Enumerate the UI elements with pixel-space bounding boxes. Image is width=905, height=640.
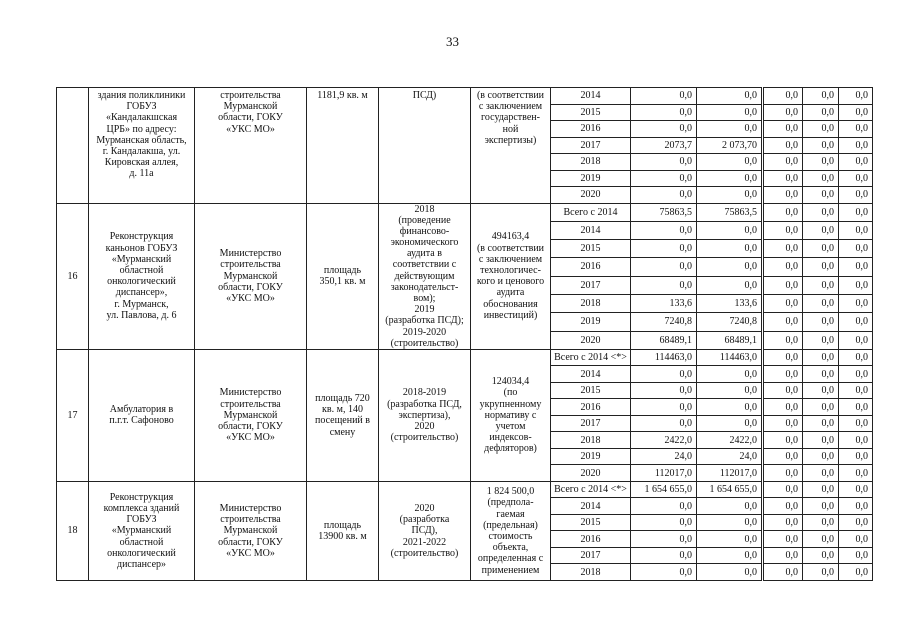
value-cell: 0,0 xyxy=(839,448,873,465)
year-cell: 2016 xyxy=(551,121,631,138)
value-cell: 112017,0 xyxy=(697,465,763,482)
customer-cell: Министерство строительства Мурманской области, ГОКУ «УКС МО» xyxy=(195,203,307,349)
object-number-cell: 18 xyxy=(57,481,89,580)
value-cell: 0,0 xyxy=(803,221,839,239)
value-cell: 2422,0 xyxy=(631,432,697,449)
value-cell: 24,0 xyxy=(631,448,697,465)
value-cell: 0,0 xyxy=(803,399,839,416)
value-cell: 0,0 xyxy=(803,382,839,399)
value-cell: 0,0 xyxy=(763,415,803,432)
value-cell: 0,0 xyxy=(763,564,803,581)
value-cell: 0,0 xyxy=(763,448,803,465)
value-cell: 0,0 xyxy=(839,276,873,294)
capacity-cell: площадь 720 кв. м, 140 посещений в смену xyxy=(307,349,379,481)
year-cell: 2018 xyxy=(551,564,631,581)
value-cell: 0,0 xyxy=(763,547,803,564)
year-cell: 2018 xyxy=(551,432,631,449)
investment-objects-table xyxy=(56,87,873,581)
object-number-cell: 17 xyxy=(57,349,89,481)
period-cell: 2018 (проведение финансово- экономического аудита в соответствии с действующим законодательст- вом); 2019 (разработка ПСД); 2019-2020 (строительство) xyxy=(379,203,471,349)
value-cell: 0,0 xyxy=(803,258,839,276)
value-cell: 0,0 xyxy=(763,465,803,482)
year-cell: 2017 xyxy=(551,415,631,432)
value-cell: 0,0 xyxy=(631,276,697,294)
year-cell: 2020 xyxy=(551,331,631,349)
year-cell: 2014 xyxy=(551,88,631,105)
value-cell: 0,0 xyxy=(839,432,873,449)
value-cell: 0,0 xyxy=(803,276,839,294)
value-cell: 0,0 xyxy=(803,88,839,105)
estimated-cost-cell: 1 824 500,0 (предпола- гаемая (предельная) стоимость объекта, определенная с применением xyxy=(471,481,551,580)
value-cell: 0,0 xyxy=(763,366,803,383)
value-cell: 0,0 xyxy=(697,399,763,416)
value-cell: 0,0 xyxy=(763,104,803,121)
year-cell: 2014 xyxy=(551,221,631,239)
value-cell: 0,0 xyxy=(697,240,763,258)
value-cell: 0,0 xyxy=(839,415,873,432)
year-cell: 2019 xyxy=(551,448,631,465)
value-cell: 0,0 xyxy=(803,547,839,564)
value-cell: 0,0 xyxy=(839,137,873,154)
value-cell: 0,0 xyxy=(697,154,763,171)
value-cell: 0,0 xyxy=(631,258,697,276)
value-cell: 0,0 xyxy=(763,531,803,548)
year-cell: 2018 xyxy=(551,294,631,312)
value-cell: 0,0 xyxy=(763,137,803,154)
year-cell: 2015 xyxy=(551,514,631,531)
object-name-cell: Реконструкция комплекса зданий ГОБУЗ «Мурманский областной онкологический диспансер» xyxy=(89,481,195,580)
customer-cell: Министерство строительства Мурманской области, ГОКУ «УКС МО» xyxy=(195,349,307,481)
value-cell: 2073,7 xyxy=(631,137,697,154)
year-cell: 2016 xyxy=(551,531,631,548)
value-cell: 0,0 xyxy=(803,349,839,366)
value-cell: 0,0 xyxy=(763,514,803,531)
value-cell: 0,0 xyxy=(803,514,839,531)
value-cell: 0,0 xyxy=(839,154,873,171)
value-cell: 0,0 xyxy=(803,531,839,548)
value-cell: 0,0 xyxy=(803,294,839,312)
estimated-cost-cell: 124034,4 (по укрупненному нормативу с учетом индексов- дефляторов) xyxy=(471,349,551,481)
value-cell: 133,6 xyxy=(697,294,763,312)
value-cell: 0,0 xyxy=(631,221,697,239)
year-cell: 2015 xyxy=(551,240,631,258)
value-cell: 0,0 xyxy=(803,154,839,171)
value-cell: 0,0 xyxy=(697,258,763,276)
table-row xyxy=(57,349,873,366)
value-cell: 0,0 xyxy=(697,382,763,399)
value-cell: 0,0 xyxy=(803,313,839,331)
value-cell: 0,0 xyxy=(839,221,873,239)
value-cell: 0,0 xyxy=(839,331,873,349)
table-body xyxy=(57,88,873,581)
year-cell: 2017 xyxy=(551,137,631,154)
value-cell: 0,0 xyxy=(763,88,803,105)
value-cell: 0,0 xyxy=(697,514,763,531)
capacity-cell: 1181,9 кв. м xyxy=(307,88,379,204)
value-cell: 0,0 xyxy=(631,187,697,204)
object-number-cell: 16 xyxy=(57,203,89,349)
value-cell: 0,0 xyxy=(631,514,697,531)
value-cell: 0,0 xyxy=(763,187,803,204)
value-cell: 0,0 xyxy=(839,258,873,276)
value-cell: 0,0 xyxy=(803,121,839,138)
value-cell: 0,0 xyxy=(631,366,697,383)
value-cell: 0,0 xyxy=(697,498,763,515)
value-cell: 0,0 xyxy=(763,481,803,498)
value-cell: 0,0 xyxy=(803,498,839,515)
value-cell: 0,0 xyxy=(697,221,763,239)
value-cell: 0,0 xyxy=(631,498,697,515)
value-cell: 0,0 xyxy=(803,415,839,432)
value-cell: 0,0 xyxy=(839,203,873,221)
value-cell: 0,0 xyxy=(631,382,697,399)
value-cell: 0,0 xyxy=(763,349,803,366)
value-cell: 0,0 xyxy=(839,547,873,564)
value-cell: 0,0 xyxy=(763,382,803,399)
value-cell: 0,0 xyxy=(839,349,873,366)
value-cell: 0,0 xyxy=(763,170,803,187)
value-cell: 0,0 xyxy=(839,88,873,105)
year-cell: 2015 xyxy=(551,382,631,399)
value-cell: 0,0 xyxy=(839,294,873,312)
value-cell: 0,0 xyxy=(631,531,697,548)
value-cell: 0,0 xyxy=(839,170,873,187)
customer-cell: строительства Мурманской области, ГОКУ «УКС МО» xyxy=(195,88,307,204)
value-cell: 0,0 xyxy=(697,564,763,581)
value-cell: 0,0 xyxy=(697,366,763,383)
object-name-cell: Амбулатория в п.г.т. Сафоново xyxy=(89,349,195,481)
year-cell: 2016 xyxy=(551,258,631,276)
value-cell: 0,0 xyxy=(631,399,697,416)
period-cell: 2018-2019 (разработка ПСД, экспертиза), 2020 (строительство) xyxy=(379,349,471,481)
value-cell: 0,0 xyxy=(803,170,839,187)
value-cell: 0,0 xyxy=(631,547,697,564)
value-cell: 0,0 xyxy=(803,331,839,349)
value-cell: 0,0 xyxy=(631,415,697,432)
table-row xyxy=(57,481,873,498)
period-cell: ПСД) xyxy=(379,88,471,204)
value-cell: 0,0 xyxy=(839,564,873,581)
value-cell: 0,0 xyxy=(803,104,839,121)
object-name-cell: здания поликлиники ГОБУЗ «Кандалакшская ЦРБ» по адресу: Мурманская область, г. Кандалакша, ул. Кировская аллея, д. 11а xyxy=(89,88,195,204)
object-name-cell: Реконструкция каньонов ГОБУЗ «Мурманский областной онкологический диспансер», г. Мурманск, ул. Павлова, д. 6 xyxy=(89,203,195,349)
year-cell: 2020 xyxy=(551,465,631,482)
value-cell: 0,0 xyxy=(763,221,803,239)
value-cell: 0,0 xyxy=(697,276,763,294)
value-cell: 133,6 xyxy=(631,294,697,312)
value-cell: 114463,0 xyxy=(631,349,697,366)
value-cell: 0,0 xyxy=(839,240,873,258)
value-cell: 24,0 xyxy=(697,448,763,465)
value-cell: 0,0 xyxy=(803,137,839,154)
value-cell: 0,0 xyxy=(763,294,803,312)
value-cell: 0,0 xyxy=(839,366,873,383)
year-cell: Всего с 2014 <*> xyxy=(551,481,631,498)
value-cell: 0,0 xyxy=(631,170,697,187)
year-cell: 2019 xyxy=(551,170,631,187)
value-cell: 1 654 655,0 xyxy=(631,481,697,498)
value-cell: 0,0 xyxy=(763,154,803,171)
capacity-cell: площадь 13900 кв. м xyxy=(307,481,379,580)
value-cell: 0,0 xyxy=(763,399,803,416)
value-cell: 0,0 xyxy=(839,514,873,531)
value-cell: 0,0 xyxy=(697,121,763,138)
customer-cell: Министерство строительства Мурманской области, ГОКУ «УКС МО» xyxy=(195,481,307,580)
page-number: 33 xyxy=(446,34,459,49)
year-cell: 2019 xyxy=(551,313,631,331)
value-cell: 0,0 xyxy=(839,481,873,498)
value-cell: 75863,5 xyxy=(697,203,763,221)
value-cell: 0,0 xyxy=(697,547,763,564)
year-cell: 2020 xyxy=(551,187,631,204)
year-cell: 2014 xyxy=(551,498,631,515)
value-cell: 0,0 xyxy=(763,331,803,349)
value-cell: 0,0 xyxy=(803,432,839,449)
value-cell: 0,0 xyxy=(697,187,763,204)
year-cell: 2015 xyxy=(551,104,631,121)
value-cell: 7240,8 xyxy=(631,313,697,331)
value-cell: 0,0 xyxy=(763,276,803,294)
value-cell: 0,0 xyxy=(763,313,803,331)
value-cell: 0,0 xyxy=(631,564,697,581)
value-cell: 0,0 xyxy=(631,104,697,121)
value-cell: 0,0 xyxy=(697,170,763,187)
value-cell: 0,0 xyxy=(763,240,803,258)
value-cell: 112017,0 xyxy=(631,465,697,482)
year-cell: 2014 xyxy=(551,366,631,383)
value-cell: 0,0 xyxy=(803,203,839,221)
value-cell: 0,0 xyxy=(803,187,839,204)
year-cell: Всего с 2014 <*> xyxy=(551,349,631,366)
value-cell: 2 073,70 xyxy=(697,137,763,154)
value-cell: 0,0 xyxy=(839,465,873,482)
value-cell: 0,0 xyxy=(839,313,873,331)
value-cell: 0,0 xyxy=(631,154,697,171)
value-cell: 0,0 xyxy=(803,448,839,465)
value-cell: 0,0 xyxy=(697,104,763,121)
table-row xyxy=(57,88,873,105)
value-cell: 0,0 xyxy=(631,88,697,105)
year-cell: 2017 xyxy=(551,547,631,564)
value-cell: 0,0 xyxy=(763,258,803,276)
value-cell: 68489,1 xyxy=(631,331,697,349)
value-cell: 2422,0 xyxy=(697,432,763,449)
value-cell: 0,0 xyxy=(697,415,763,432)
estimated-cost-cell: 494163,4 (в соответствии с заключением технологичес- кого и ценового аудита обоснования инвестиций) xyxy=(471,203,551,349)
value-cell: 0,0 xyxy=(839,104,873,121)
value-cell: 0,0 xyxy=(803,481,839,498)
value-cell: 0,0 xyxy=(803,564,839,581)
capacity-cell: площадь 350,1 кв. м xyxy=(307,203,379,349)
value-cell: 0,0 xyxy=(839,531,873,548)
value-cell: 0,0 xyxy=(763,203,803,221)
value-cell: 0,0 xyxy=(839,498,873,515)
value-cell: 1 654 655,0 xyxy=(697,481,763,498)
year-cell: 2017 xyxy=(551,276,631,294)
value-cell: 0,0 xyxy=(631,240,697,258)
object-number-cell xyxy=(57,88,89,204)
value-cell: 0,0 xyxy=(803,240,839,258)
table-row xyxy=(57,203,873,221)
value-cell: 0,0 xyxy=(839,187,873,204)
value-cell: 7240,8 xyxy=(697,313,763,331)
value-cell: 0,0 xyxy=(763,121,803,138)
period-cell: 2020 (разработка ПСД), 2021-2022 (строительство) xyxy=(379,481,471,580)
estimated-cost-cell: (в соответствии с заключением государствен- ной экспертизы) xyxy=(471,88,551,204)
year-cell: 2018 xyxy=(551,154,631,171)
value-cell: 0,0 xyxy=(803,366,839,383)
value-cell: 0,0 xyxy=(803,465,839,482)
value-cell: 0,0 xyxy=(763,432,803,449)
value-cell: 75863,5 xyxy=(631,203,697,221)
value-cell: 0,0 xyxy=(631,121,697,138)
year-cell: Всего с 2014 xyxy=(551,203,631,221)
value-cell: 0,0 xyxy=(697,531,763,548)
value-cell: 0,0 xyxy=(839,399,873,416)
value-cell: 0,0 xyxy=(839,121,873,138)
value-cell: 114463,0 xyxy=(697,349,763,366)
value-cell: 68489,1 xyxy=(697,331,763,349)
value-cell: 0,0 xyxy=(763,498,803,515)
value-cell: 0,0 xyxy=(839,382,873,399)
year-cell: 2016 xyxy=(551,399,631,416)
value-cell: 0,0 xyxy=(697,88,763,105)
